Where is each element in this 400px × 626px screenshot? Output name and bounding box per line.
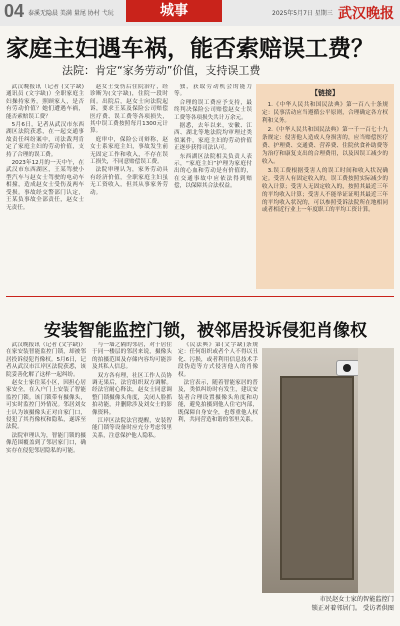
paragraph: 庭审中，保险公司辩称，赵女士系家庭主妇，事故发生前无固定工作和收入，不存在误工损失，不同意赔偿误工费。 [90, 136, 168, 166]
wall-image [358, 348, 394, 593]
paragraph: 东西湖区法院相关负责人表示，“家庭主妇”护理为家庭付出的心血和劳动是有价值的，在交通事故中应依法得到赔偿，以保障其合法权益。 [174, 153, 252, 190]
paragraph: 法院审理认为，家务劳动具有经济价值，全职家庭主妇虽无工资收入，但其从事家务劳动。 [90, 167, 168, 196]
page-number: 04 [4, 1, 25, 21]
camera-icon [336, 360, 360, 376]
paragraph: 独，获取劳动机会的能力等。 [174, 84, 252, 98]
issue-date: 2025年5月7日 星期三 [272, 10, 333, 17]
photo-caption [262, 595, 394, 613]
paragraph: 法官表示，随着智能家居的普及，类似纠纷时有发生，建议安装者合理设置摄像头角度和功能，避免拍摄到他人住宅内部，既保障自身安全，也尊重他人权利，共同营造和谐的邻里关系。 [178, 380, 258, 424]
paragraph: 合理的误工费应予支持，最终判决保险公司赔偿赵女士误工费等各项损失共计万余元。 [174, 99, 252, 121]
link-box [256, 84, 394, 289]
paragraph: 武汉晚报讯（记者 (文字缺) 通讯员 (文字缺)）全职家庭主妇操持家务，照顾家人，是否有劳动价值？她们遭遇车祸，能否索赔误工费？ [6, 84, 84, 120]
paragraph: 5月6日，记者从武汉市东西湖区法院获悉，在一起交通事故责任纠纷案中，司法裁判肯定了家庭主妇的劳动价值，支持了合理的误工费。 [6, 122, 84, 158]
caption-line: 锁正对着邻居门。 受访者供图 [311, 605, 394, 612]
article1-headline: 家庭主妇遇车祸，能否索赔误工费？ [6, 36, 374, 62]
paragraph: 2.《中华人民共和国民法典》第一千一百七十九条规定：侵害他人造成人身损害的，应当赔偿医疗费、护理费、交通费、营养费、住院伙食补助费等为治疗和康复支出的合理费用，以及因误工减少的收入。 [262, 127, 388, 165]
paragraph: 据悉，去年以来，安徽、江西、湖北等地法院均审理过类似案件，家庭主妇的劳动价值正逐步获得司法认可。 [174, 123, 252, 152]
smart-lock-photo [262, 348, 394, 593]
link-box-title: 【链接】 [311, 89, 339, 97]
link-box-body [256, 98, 394, 221]
paragraph: 江岸区法院法官提醒，安装智能门锁等设备时应充分考虑邻里关系，注意保护他人隐私。 [92, 418, 172, 439]
article2-headline: 安装智能监控门锁，被邻居投诉侵犯肖像权 [44, 321, 367, 341]
article2-column-3 [178, 342, 258, 626]
masthead-tagline: 泰溪无隐晨 美满 量尾 协村 弋玩 [28, 10, 114, 17]
caption-line: 市民赵女士家的智能监控门 [319, 596, 394, 603]
article1-column-3 [174, 84, 252, 289]
paragraph: 赵女士受伤后住院治疗，经诊断为(文字缺)，住院一段时间。出院后，赵女士向法院起诉，要求王某及保险公司赔偿医疗费、误工费等各项损失，其中误工费按照每月1300元计算。 [90, 84, 168, 135]
paragraph: 法院审理认为，智能门锁的摄像范围覆盖到了邻居家门口，确实存在侵犯邻居隐私的可能。 [6, 432, 86, 454]
paragraph: 与一墙之隔的邻居，对于居住于同一楼层的邻居来说，摄像头的拍摄范围及存储内容均可能涉及其私人信息。 [92, 342, 172, 371]
paragraph: 武汉晚报讯（记者 (文字缺)）在家安装智能监控门锁，却被邻居投诉侵犯肖像权。5月6日，记者从武汉市江岸区法院获悉，该院妥善化解了这样一起纠纷。 [6, 342, 86, 378]
paragraph: 双方各有理，社区工作人员协调无果后，法官组织双方调解。经法官耐心释法，赵女士同意调整门锁摄像头角度，关闭人脸抓拍功能，并删除涉及刘女士的影像资料。 [92, 372, 172, 416]
article2-column-1 [6, 342, 86, 626]
article1-column-2 [90, 84, 168, 289]
paragraph: 赵女士家住某小区，因担心居家安全，在入户门上安装了智能监控门锁。该门锁带有摄像头，可实时监控门外情况。邻居刘女士认为该摄像头正对自家门口，侵犯了其肖像权和隐私，遂诉至法院。 [6, 380, 86, 431]
section-divider [6, 296, 394, 297]
door-image [280, 376, 354, 580]
newspaper-logo: 武汉晚报 [338, 6, 394, 22]
masthead [0, 0, 400, 26]
paragraph: 3.误工费根据受害人的误工时间和收入状况确定。受害人有固定收入的，误工费按照实际减少的收入计算；受害人无固定收入的，按照其最近三年的平均收入计算；受害人不能举证证明其最近三年的平均收入状况的，可以参照受诉法院所在地相同或者相近行业上一年度职工的平均工资计算。 [262, 168, 388, 214]
article2-column-2 [92, 342, 172, 626]
article1-subheadline: 法院：肯定“家务劳动”价值，支持误工费 [62, 64, 261, 77]
article1-column-1 [6, 84, 84, 289]
paragraph: 1.《中华人民共和国民法典》第一百八十条规定：民事活动应当遵循公平原则，合理确定各方权利和义务。 [262, 102, 388, 124]
paragraph: 2023年12月的一天中午，在武汉市东西湖区，王某驾驶小型汽车与赵女士驾驶的电动车相撞，造成赵女士受伤及两车受损。事故经交警部门认定，王某负事故全部责任，赵女士无责任。 [6, 160, 84, 211]
section-title: 城事 [126, 0, 222, 22]
paragraph: 《民法典》第(文字缺)条规定：任何组织或者个人不得以丑化、污损，或者利用信息技术手段伪造等方式侵害他人的肖像权。 [178, 342, 258, 378]
